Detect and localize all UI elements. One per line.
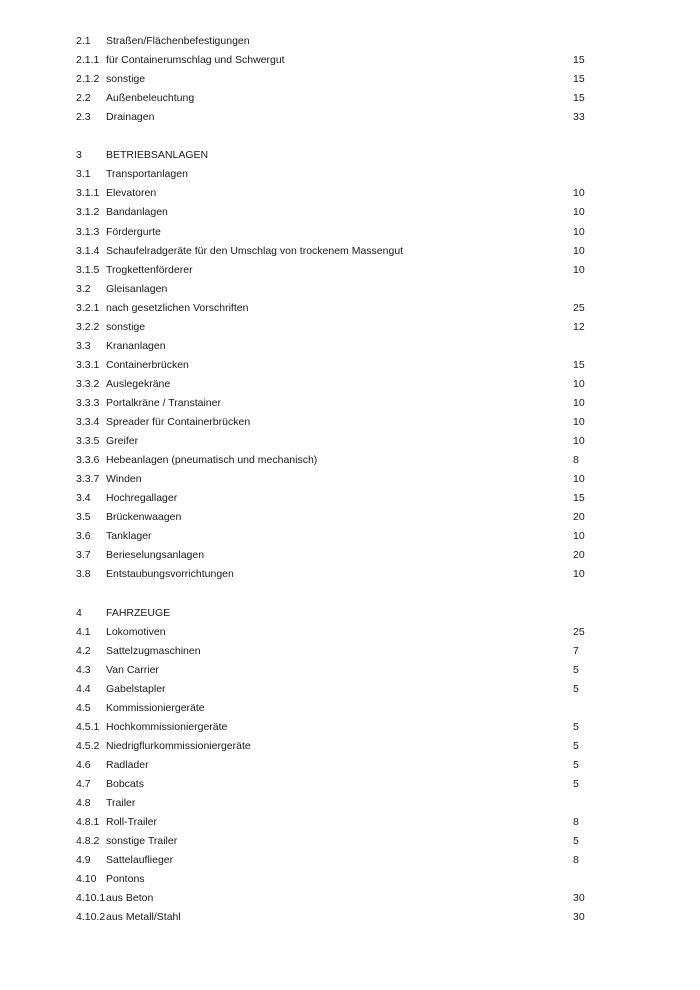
row-value: 10: [573, 396, 585, 409]
row-label: Entstaubungsvorrichtungen: [106, 568, 234, 581]
row-label: Pontons: [106, 873, 145, 886]
row-number: 2.1.2: [76, 73, 100, 86]
row-label: sonstige Trailer: [106, 835, 178, 848]
table-row: [0, 318, 700, 337]
table-row: [0, 775, 700, 794]
table-row: [0, 32, 700, 51]
table-row: [0, 546, 700, 565]
table-row: [0, 832, 700, 851]
table-row: [0, 242, 700, 261]
row-number: 4.5.2: [76, 739, 100, 752]
row-label: Krananlagen: [106, 339, 166, 352]
row-label: Hochregallager: [106, 492, 178, 505]
table-row: [0, 756, 700, 775]
row-value: 5: [573, 835, 579, 848]
row-label: Winden: [106, 473, 142, 486]
table-row: [0, 623, 700, 642]
row-number: 3.3: [76, 339, 91, 352]
row-value: 12: [573, 320, 585, 333]
row-value: 10: [573, 530, 585, 543]
row-label: Fördergurte: [106, 225, 161, 238]
row-label: Brückenwaagen: [106, 511, 182, 524]
row-value: 15: [573, 54, 585, 67]
row-value: 10: [573, 187, 585, 200]
row-number: 3.1.1: [76, 187, 100, 200]
row-value: 5: [573, 758, 579, 771]
row-label: Auslegekräne: [106, 377, 171, 390]
table-row: [0, 737, 700, 756]
row-value: 5: [573, 663, 579, 676]
row-number: 3.3.6: [76, 454, 100, 467]
table-row: [0, 432, 700, 451]
table-row: [0, 184, 700, 203]
row-label: Trogkettenförderer: [106, 263, 193, 276]
row-number: 3.3.5: [76, 435, 100, 448]
table-row: [0, 51, 700, 70]
row-label: nach gesetzlichen Vorschriften: [106, 301, 249, 314]
table-row: [0, 261, 700, 280]
row-value: 8: [573, 854, 579, 867]
row-value: 33: [573, 111, 585, 124]
row-number: 4.1: [76, 625, 91, 638]
row-number: 3.2.2: [76, 320, 100, 333]
table-row: [0, 851, 700, 870]
row-value: 30: [573, 911, 585, 924]
table-row: [0, 527, 700, 546]
row-number: 3.5: [76, 511, 91, 524]
table-row: [0, 642, 700, 661]
table-row: [0, 489, 700, 508]
row-label: Transportanlagen: [106, 168, 188, 181]
row-label: Roll-Trailer: [106, 816, 157, 829]
table-row: [0, 89, 700, 108]
row-label: Drainagen: [106, 111, 155, 124]
row-number: 4.7: [76, 777, 91, 790]
row-label: Sattelzugmaschinen: [106, 644, 201, 657]
row-value: 10: [573, 377, 585, 390]
row-label: Elevatoren: [106, 187, 157, 200]
table-row: [0, 699, 700, 718]
row-number: 3.3.3: [76, 396, 100, 409]
table-row: [0, 223, 700, 242]
row-label: für Containerumschlag und Schwergut: [106, 54, 285, 67]
row-label: sonstige: [106, 73, 146, 86]
table-row: [0, 299, 700, 318]
row-number: 4.8.2: [76, 835, 100, 848]
row-value: 15: [573, 92, 585, 105]
row-number: 3.4: [76, 492, 91, 505]
row-number: 4.8.1: [76, 816, 100, 829]
row-value: 10: [573, 263, 585, 276]
table-row: [0, 508, 700, 527]
row-label: Trailer: [106, 797, 136, 809]
row-value: 10: [573, 244, 585, 257]
row-number: 3.2: [76, 282, 91, 295]
row-value: 30: [573, 892, 585, 905]
row-label: Hochkommissioniergeräte: [106, 720, 228, 733]
row-number: 3.1.2: [76, 206, 100, 219]
row-label: Radlader: [106, 758, 149, 771]
row-number: 3.8: [76, 568, 91, 581]
row-label: Berieselungsanlagen: [106, 549, 205, 562]
table-row: [0, 908, 700, 927]
row-number: 4.10: [76, 873, 97, 886]
table-row: [0, 813, 700, 832]
row-number: 4.5: [76, 701, 91, 714]
row-value: 5: [573, 739, 579, 752]
row-value: 7: [573, 644, 579, 657]
row-value: 8: [573, 454, 579, 467]
row-number: 3.3.2: [76, 377, 100, 390]
table-row: [0, 889, 700, 908]
section-heading-row: [0, 146, 700, 165]
table-row: [0, 451, 700, 470]
table-row: [0, 337, 700, 356]
row-number: 2.2: [76, 92, 91, 105]
table-row: [0, 165, 700, 184]
row-value: 15: [573, 492, 585, 505]
row-value: 10: [573, 416, 585, 428]
row-label: Schaufelradgeräte für den Umschlag von trockenem Massengut: [106, 244, 404, 257]
row-number: 3.1.4: [76, 244, 100, 257]
table-row: [0, 870, 700, 889]
row-number: 3.1: [76, 168, 91, 181]
row-value: 25: [573, 625, 585, 638]
row-label: FAHRZEUGE: [106, 606, 171, 619]
table-row: [0, 70, 700, 89]
row-number: 4: [76, 606, 82, 619]
table-row: [0, 280, 700, 299]
row-number: 2.3: [76, 111, 91, 124]
row-value: 10: [573, 568, 585, 581]
table-row: [0, 356, 700, 375]
row-label: Gleisanlagen: [106, 282, 168, 295]
table-row: [0, 394, 700, 413]
row-number: 3.1.5: [76, 263, 100, 276]
row-label: Hebeanlagen (pneumatisch und mechanisch): [106, 454, 318, 467]
row-label: aus Metall/Stahl: [106, 911, 181, 924]
row-number: 4.8: [76, 797, 91, 809]
row-value: 10: [573, 473, 585, 486]
row-label: Lokomotiven: [106, 625, 166, 638]
row-value: 5: [573, 777, 579, 790]
table-row: [0, 203, 700, 222]
row-number: 4.2: [76, 644, 91, 657]
row-label: sonstige: [106, 320, 146, 333]
table-row: [0, 413, 700, 432]
row-number: 3.6: [76, 530, 91, 543]
row-label: Greifer: [106, 435, 139, 448]
table-row: [0, 565, 700, 584]
row-value: 20: [573, 511, 585, 524]
row-label: Gabelstapler: [106, 682, 166, 695]
row-label: Van Carrier: [106, 663, 159, 676]
row-value: 10: [573, 206, 585, 219]
row-label: Sattelauflieger: [106, 854, 174, 867]
row-value: 15: [573, 358, 585, 371]
row-value: 15: [573, 73, 585, 86]
row-number: 3.1.3: [76, 225, 100, 238]
row-number: 3.3.1: [76, 358, 100, 371]
row-number: 3.2.1: [76, 301, 100, 314]
table-row: [0, 470, 700, 489]
row-number: 3.3.7: [76, 473, 100, 486]
row-number: 4.4: [76, 682, 91, 695]
row-value: 10: [573, 225, 585, 238]
row-label: Tanklager: [106, 530, 152, 543]
row-label: Straßen/Flächenbefestigungen: [106, 35, 250, 47]
table-row: [0, 794, 700, 813]
table-row: [0, 661, 700, 680]
row-number: 4.3: [76, 663, 91, 676]
table-row: [0, 108, 700, 127]
row-label: Kommissioniergeräte: [106, 701, 205, 714]
row-value: 8: [573, 816, 579, 829]
row-number: 4.6: [76, 758, 91, 771]
row-label: Außenbeleuchtung: [106, 92, 195, 105]
table-row: [0, 680, 700, 699]
row-number: 4.10.2: [76, 911, 106, 924]
row-value: 5: [573, 682, 579, 695]
row-value: 20: [573, 549, 585, 562]
row-number: 3: [76, 149, 82, 162]
row-number: 3.3.4: [76, 416, 100, 428]
row-label: BETRIEBSANLAGEN: [106, 149, 209, 162]
row-number: 4.9: [76, 854, 91, 867]
row-label: Portalkräne / Transtainer: [106, 396, 221, 409]
section-heading-row: [0, 604, 700, 623]
row-label: Spreader für Containerbrücken: [106, 416, 251, 428]
row-number: 2.1.1: [76, 54, 100, 67]
table-row: [0, 375, 700, 394]
row-number: 4.5.1: [76, 720, 100, 733]
row-number: 2.1: [76, 35, 91, 47]
row-label: Containerbrücken: [106, 358, 189, 371]
table-row: [0, 718, 700, 737]
row-label: Niedrigflurkommissioniergeräte: [106, 739, 251, 752]
row-value: 10: [573, 435, 585, 448]
row-value: 25: [573, 301, 585, 314]
row-number: 4.10.1: [76, 892, 106, 905]
row-value: 5: [573, 720, 579, 733]
row-label: Bobcats: [106, 777, 144, 790]
row-label: Bandanlagen: [106, 206, 168, 219]
row-label: aus Beton: [106, 892, 154, 905]
row-number: 3.7: [76, 549, 91, 562]
